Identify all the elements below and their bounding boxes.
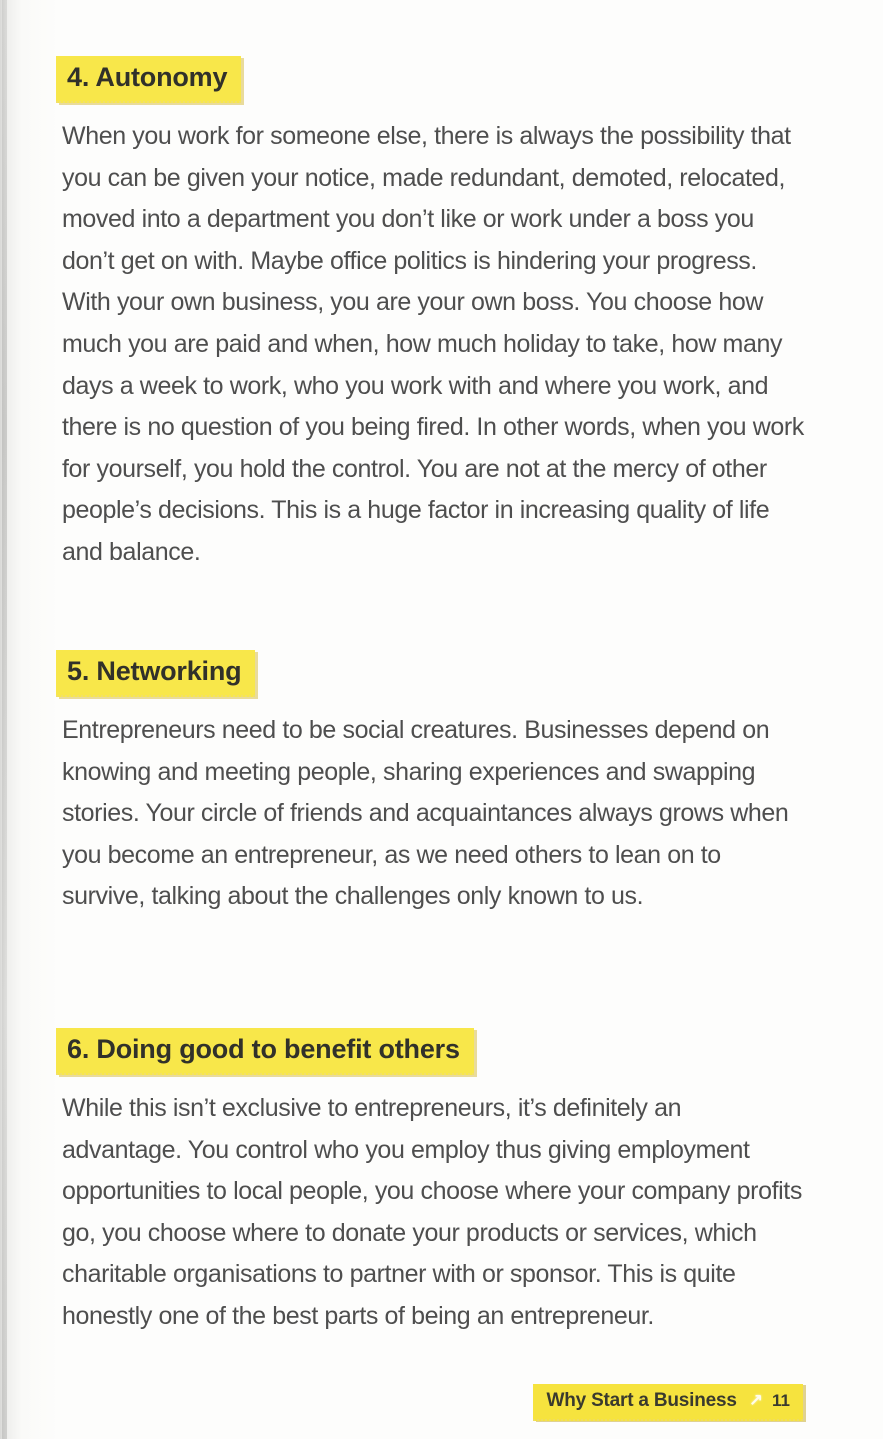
page-number: 11 xyxy=(772,1391,790,1410)
section-paragraph-networking: Entrepreneurs need to be social creatures. Businesses depend on knowing and meeting people, sharing experiences and swapping stories. Your circle of friends and acquaintances always grows when you become an entrepreneur, as we need others to lean on to survive, talking about the challenges only known to us. xyxy=(62,716,789,911)
section-paragraph-doing-good: While this isn’t exclusive to entrepreneurs, it’s definitely an advantage. You control who you employ thus giving employment opportunities to local people, you choose where your company profits go, you choose where to donate your products or services, which charitable organisations to partner with or sponsor. This is quite honestly one of the best parts of being an entrepreneur. xyxy=(62,1094,802,1330)
section-heading-autonomy: 4. Autonomy xyxy=(56,56,241,103)
section-doing-good xyxy=(56,1028,816,1338)
section-heading-networking: 5. Networking xyxy=(56,650,255,697)
arrow-northeast-icon: ↗ xyxy=(748,1391,764,1410)
page-footer-badge xyxy=(533,1384,803,1421)
section-heading-doing-good: 6. Doing good to benefit others xyxy=(56,1028,474,1075)
section-autonomy xyxy=(56,56,816,574)
section-paragraph-autonomy: When you work for someone else, there is always the possibility that you can be given your notice, made redundant, demoted, relocated, moved into a department you don’t like or work under a boss you don’t get on with. Maybe office politics is hindering your progress. With your own business, you are your own boss. You choose how much you are paid and when, how much holiday to take, how many days a week to work, who you work with and where you work, and there is no question of you being fired. In other words, when you work for yourself, you hold the control. You are not at the mercy of other people’s decisions. This is a huge factor in increasing quality of life and balance. xyxy=(62,122,804,566)
section-networking xyxy=(56,650,816,918)
footer-chapter-title: Why Start a Business xyxy=(546,1390,737,1411)
